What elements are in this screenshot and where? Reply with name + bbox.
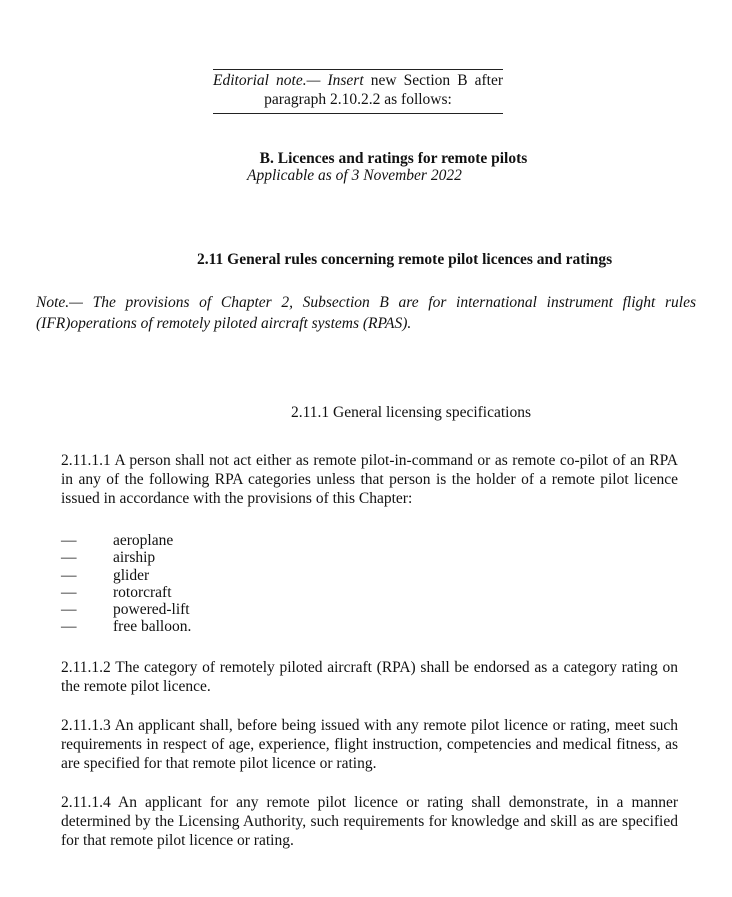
- heading-2-11: 2.11 General rules concerning remote pilot licences and ratings: [197, 251, 613, 268]
- dash-bullet: —: [61, 532, 77, 549]
- list-item: [61, 549, 191, 566]
- heading-2-11-1: 2.11.1 General licensing specifications: [290, 404, 532, 421]
- editorial-note-line1-rest: new Section B after: [370, 72, 504, 89]
- list-item-label: airship: [113, 549, 156, 567]
- list-item: [61, 532, 191, 549]
- note-paragraph: Note.— The provisions of Chapter 2, Subsection B are for international instrument flight rules (IFR)operations of remotely piloted aircraft systems (RPAS).: [36, 294, 696, 332]
- paragraph-2-11-1-1: 2.11.1.1 A person shall not act either as remote pilot-in-command or as remote co-pilot of an RPA in any of the following RPA categories unless that person is the holder of a remote pilot licence issued in accordance with the provisions of this Chapter:: [61, 452, 678, 507]
- editorial-note-line-2: paragraph 2.10.2.2 as follows:: [264, 91, 452, 108]
- applicable-date: Applicable as of 3 November 2022: [247, 167, 462, 184]
- rpa-category-list: [61, 532, 191, 636]
- list-item: [61, 567, 191, 584]
- list-item-label: glider: [113, 566, 150, 584]
- paragraph-2-11-1-3: 2.11.1.3 An applicant shall, before being issued with any remote pilot licence or rating, meet such requirements in respect of age, experience, flight instruction, competencies and medical fitness, as are specified for that remote pilot licence or rating.: [61, 717, 678, 772]
- editorial-note-label: Editorial note.—: [213, 72, 321, 89]
- dash-bullet: —: [61, 566, 77, 584]
- paragraph-2-11-1-2: 2.11.1.2 The category of remotely piloted aircraft (RPA) shall be endorsed as a category rating on the remote pilot licence.: [61, 659, 678, 695]
- editorial-note-insert: Insert: [327, 72, 364, 89]
- editorial-note: [213, 71, 503, 109]
- dash-bullet: —: [61, 549, 77, 567]
- section-title: B. Licences and ratings for remote pilots: [259, 150, 528, 167]
- editorial-note-line-1: [213, 71, 503, 90]
- list-item: [61, 618, 191, 635]
- list-item-label: free balloon.: [113, 618, 192, 636]
- editorial-note-bottom-rule: [213, 113, 503, 114]
- list-item: [61, 601, 191, 618]
- list-item: [61, 584, 191, 601]
- list-item-label: rotorcraft: [113, 583, 172, 601]
- dash-bullet: —: [61, 618, 77, 636]
- list-item-label: aeroplane: [113, 532, 174, 549]
- list-item-label: powered-lift: [113, 601, 190, 619]
- dash-bullet: —: [61, 583, 77, 601]
- editorial-note-top-rule: [213, 69, 503, 70]
- dash-bullet: —: [61, 601, 77, 619]
- paragraph-2-11-1-4: 2.11.1.4 An applicant for any remote pilot licence or rating shall demonstrate, in a manner determined by the Licensing Authority, such requirements for knowledge and skill as are specified for that remote pilot licence or rating.: [61, 794, 678, 849]
